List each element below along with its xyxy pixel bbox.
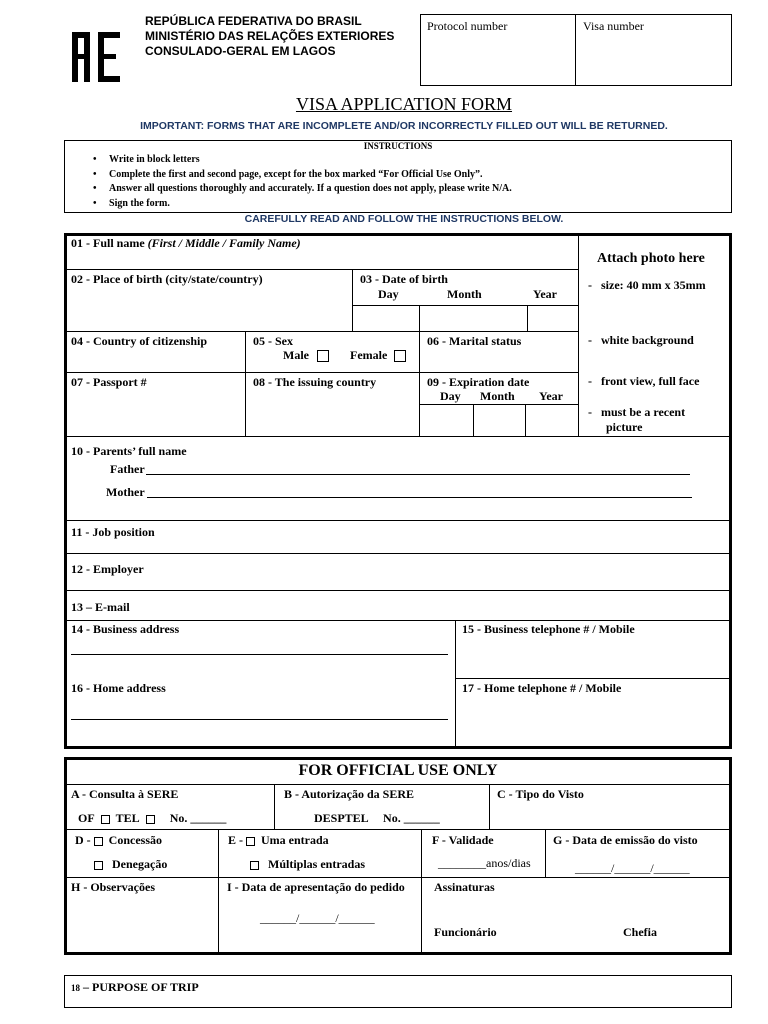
- protocol-number-field[interactable]: Protocol number: [427, 19, 508, 33]
- mother-input[interactable]: [147, 497, 692, 498]
- sex-male-option[interactable]: Male: [283, 348, 329, 363]
- official-i-label: I - Data de apresentação do pedido: [227, 880, 405, 894]
- official-g-label: G - Data de emissão do visto: [553, 833, 698, 847]
- issuing-country-field[interactable]: 08 - The issuing country: [253, 375, 377, 389]
- business-address-label: 14 - Business address: [71, 622, 180, 636]
- uma-entrada-checkbox[interactable]: [246, 837, 255, 846]
- employer-field[interactable]: 12 - Employer: [71, 562, 144, 576]
- header-consulate: CONSULADO-GERAL EM LAGOS: [145, 44, 336, 58]
- instructions-footer: CAREFULLY READ AND FOLLOW THE INSTRUCTIONS BELOW.: [244, 213, 564, 225]
- logo: [68, 26, 124, 86]
- visa-number-field[interactable]: Visa number: [583, 19, 644, 33]
- official-title: FOR OFFICIAL USE ONLY: [298, 762, 498, 779]
- a-number-input[interactable]: No. ______: [169, 811, 227, 825]
- sex-female-option[interactable]: Female: [350, 348, 406, 363]
- official-f-label: F - Validade: [432, 833, 494, 847]
- dob-day-input[interactable]: [353, 306, 418, 330]
- place-of-birth-field[interactable]: 02 - Place of birth (city/state/country): [71, 272, 263, 286]
- form-title: VISA APPLICATION FORM: [295, 94, 513, 114]
- official-b-desptel[interactable]: DESPTEL No. ______: [314, 811, 440, 825]
- job-position-field[interactable]: 11 - Job position: [71, 525, 155, 539]
- official-a-label: A - Consulta à SERE: [71, 787, 179, 801]
- instructions-heading: INSTRUCTIONS: [363, 141, 433, 151]
- official-i-value[interactable]: ______/______/______: [260, 911, 375, 925]
- male-checkbox[interactable]: [317, 350, 329, 362]
- dob-month-input[interactable]: [421, 306, 526, 330]
- official-f-value[interactable]: ________anos/dias: [438, 856, 531, 870]
- date-of-birth-label: 03 - Date of birth: [360, 272, 448, 286]
- female-checkbox[interactable]: [394, 350, 406, 362]
- exp-year-label: Year: [539, 389, 563, 403]
- passport-field[interactable]: 07 - Passport #: [71, 375, 147, 389]
- official-g-value[interactable]: ______/______/______: [575, 861, 690, 875]
- list-item: • Write in block letters: [93, 154, 200, 165]
- expiration-date-label: 09 - Expiration date: [427, 375, 530, 389]
- home-phone-field[interactable]: 17 - Home telephone # / Mobile: [462, 681, 622, 695]
- business-address-input[interactable]: [71, 654, 448, 655]
- dob-year-label: Year: [533, 287, 557, 301]
- exp-day-input[interactable]: [421, 405, 472, 435]
- official-c-label: C - Tipo do Visto: [497, 787, 584, 801]
- denegacao-checkbox[interactable]: [94, 861, 103, 870]
- official-h-label: H - Observações: [71, 880, 155, 894]
- mother-label: Mother: [106, 485, 145, 499]
- official-b-label: B - Autorização da SERE: [284, 787, 415, 801]
- assinaturas-label: Assinaturas: [434, 880, 495, 894]
- instructions-list: [93, 153, 512, 211]
- purpose-label: 18 – PURPOSE OF TRIP: [71, 980, 199, 994]
- important-notice: IMPORTANT: FORMS THAT ARE INCOMPLETE AND/OR INCORRECTLY FILLED OUT WILL BE RETURNED.: [140, 120, 668, 132]
- chefia-label: Chefia: [623, 925, 657, 939]
- exp-month-label: Month: [480, 389, 515, 403]
- tel-checkbox[interactable]: [146, 815, 155, 824]
- father-label: Father: [110, 462, 145, 476]
- dob-month-label: Month: [447, 287, 482, 301]
- official-d-denegacao: Denegação: [94, 857, 167, 872]
- home-address-input[interactable]: [71, 719, 448, 720]
- full-name-field[interactable]: 01 - Full name (First / Middle / Family Name): [71, 236, 301, 250]
- photo-background-note: - white background: [588, 333, 694, 347]
- citizenship-field[interactable]: 04 - Country of citizenship: [71, 334, 207, 348]
- official-e-multiplas: Múltiplas entradas: [250, 857, 365, 872]
- dob-day-label: Day: [378, 287, 399, 301]
- official-e-label: E - Uma entrada: [228, 833, 329, 847]
- list-item: • Complete the first and second page, except for the box marked “For Official Use Only”.: [93, 168, 483, 180]
- photo-size-note: - size: 40 mm x 35mm: [588, 278, 706, 292]
- official-d-label: D - Concessão: [75, 833, 163, 847]
- multiplas-checkbox[interactable]: [250, 861, 259, 870]
- concessao-checkbox[interactable]: [94, 837, 103, 846]
- header-country: REPÚBLICA FEDERATIVA DO BRASIL: [145, 14, 362, 28]
- home-address-label: 16 - Home address: [71, 681, 166, 695]
- list-item: • Sign the form.: [93, 197, 170, 209]
- photo-title: Attach photo here: [597, 251, 705, 266]
- sex-label: 05 - Sex: [253, 334, 293, 348]
- exp-year-input[interactable]: [527, 405, 577, 435]
- header-ministry: MINISTÉRIO DAS RELAÇÕES EXTERIORES: [145, 29, 395, 43]
- parents-label: 10 - Parents’ full name: [71, 444, 187, 458]
- exp-day-label: Day: [440, 389, 461, 403]
- dob-year-input[interactable]: [529, 306, 577, 330]
- marital-status-field[interactable]: 06 - Marital status: [427, 334, 522, 348]
- photo-recent-note: - must be a recent picture: [588, 405, 686, 434]
- father-input[interactable]: [146, 474, 690, 475]
- photo-view-note: - front view, full face: [588, 374, 700, 388]
- of-checkbox[interactable]: [101, 815, 110, 824]
- list-item: • Answer all questions thoroughly and accurately. If a question does not apply, please write N/A.: [93, 183, 512, 194]
- exp-month-input[interactable]: [475, 405, 524, 435]
- official-a-options: OF TEL No. ______: [78, 811, 227, 825]
- business-phone-field[interactable]: 15 - Business telephone # / Mobile: [462, 622, 635, 636]
- logo-mark: [68, 26, 124, 86]
- funcionario-label: Funcionário: [434, 925, 497, 939]
- email-field[interactable]: 13 – E-mail: [71, 600, 130, 614]
